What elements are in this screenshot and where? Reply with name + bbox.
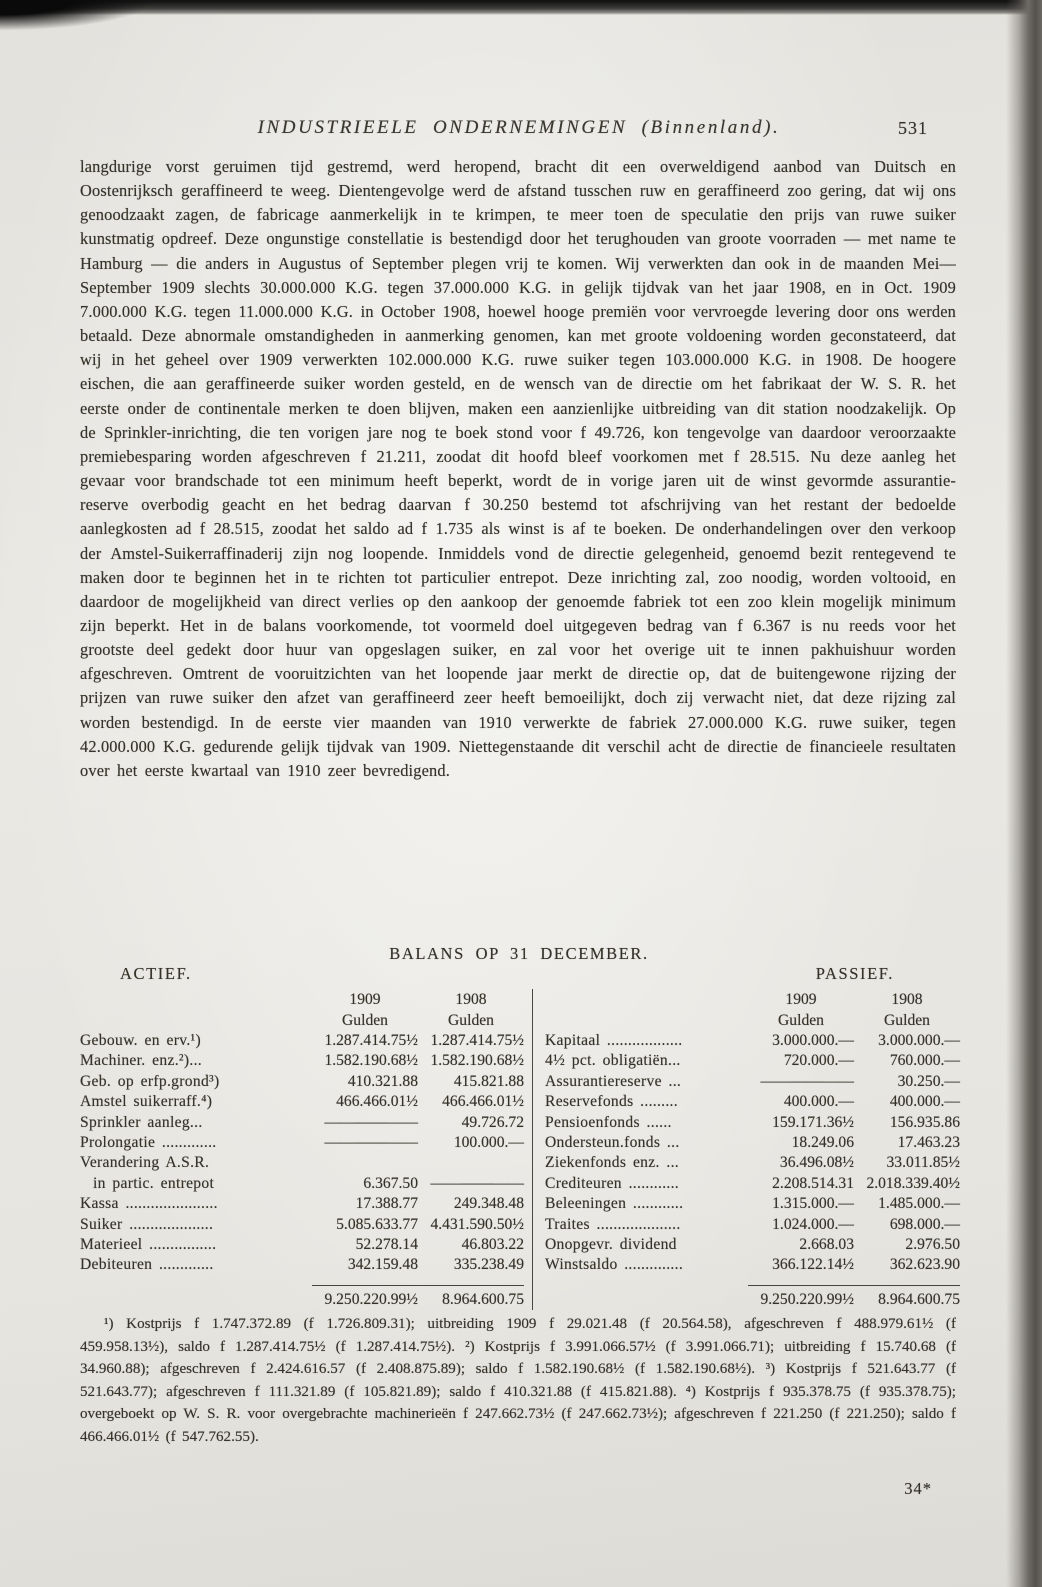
total-1908: 8.964.600.75 <box>442 1290 524 1308</box>
body-paragraph: langdurige vorst geruimen tijd gestremd, werd heropend, bracht dit een overweldigend aanbod van Duitsch en Oostenrijksch geraffineerd te weeg. Dientengevolge werd de afstand tusschen ruw en geraffineerd zoo gering, dat wij ons genoodzaakt zagen, de fabricage aanmerkelijk in te krimpen, te meer toen de speculatie den prijs van ruwe suiker kunstmatig opdreef. Deze ongunstige constellatie is bestendigd door het terughouden van groote voorraden — met name te Hamburg — die anders in Augustus of September plegen vrij te komen. Wij verwerkten dan ook in de maanden Mei—September 1909 slechts 30.000.000 K.G. tegen 37.000.000 K.G. in gelijk tijdvak van het jaar 1908, en in Oct. 1909 7.000.000 K.G. tegen 11.000.000 K.G. in October 1908, hoewel hooge premiën voor vervroegde levering door ons werden betaald. Deze abnormale omstandigheden in aanmerking genomen, kan met groote voldoening worden geconstateerd, dat wij in het geheel over 1909 verwerkten 102.000.000 K.G. ruwe suiker tegen 103.000.000 K.G. in 1908. De hoogere eischen, die aan geraffineerde suiker worden gesteld, en de wensch van de directie om het fabrikaat der W. S. R. het eerste onder de continentale merken te doen blijven, maken een aanzienlijke uitbreiding van dit station noodzakelijk. Op de Sprinkler-inrichting, die ten vorigen jare nog te boek stond voor f 49.726, kon tengevolge van daardoor veroorzaakte premiebesparing worden afgeschreven f 21.211, zoodat dit hoofd bleef voorkomen met f 28.515. Nu deze aanleg het gevaar voor brandschade tot een minimum heeft beperkt, wordt de in vorige jaren uit de winst gevormde assurantie-reserve overbodig geacht en het bedrag daarvan f 30.250 bestemd tot afschrijving van het restant der bedoelde aanlegkosten ad f 28.515, zoodat het saldo ad f 1.735 als winst is af te boeken. De onderhandelingen over den verkoop der Amstel-Suikerraffinaderij zijn nog loopende. Inmiddels vond de directie gelegenheid, genoemd bezit rentegevend te maken door te beginnen het in te richten tot particulier entrepot. Deze inrichting zal, zoo noodig, worden voltooid, en daardoor de mogelijkheid van direct verlies op den aankoop der genoemde fabriek tot een zoo klein mogelijk minimum zijn beperkt. Het in de balans voorkomende, tot voormeld doel uitgegeven bedrag van f 6.367 is nu reeds voor het grootste deel gedekt door huur van opgeslagen suiker, en zal voor het overige uit te innen pakhuishuur worden afgeschreven. Omtrent de vooruitzichten van het loopende jaar merkt de directie op, dat de buitengewone rijzing der prijzen van ruwe suiker den afzet van geraffineerd zeer heeft bemoeilijkt, doch zij verwacht niet, dat deze rijzing zal worden bestendigd. In de eerste vier maanden van 1910 verwerkte de fabriek 27.000.000 K.G. ruwe suiker, tegen 42.000.000 K.G. gedurende gelijk tijdvak van 1909. Niettegenstaande dit verschil acht de directie de financieele resultaten over het eerste kwartaal van 1910 zeer bevredigend. <box>80 157 956 780</box>
amount-1908: 2.976.50 <box>905 1236 960 1254</box>
amount-1908: —————— <box>430 1174 524 1192</box>
amount-1909 <box>312 1153 418 1173</box>
amount-1908: 3.000.000.— <box>878 1032 960 1049</box>
table-row <box>80 1031 524 1051</box>
total-1909: 9.250.220.99½ <box>760 1290 854 1308</box>
column-unit-gulden: Gulden <box>884 1012 930 1029</box>
amount-1909: 159.171.36½ <box>772 1113 854 1131</box>
row-label: Geb. op erfp.grond³) <box>80 1072 220 1090</box>
amount-1909: 1.024.000.— <box>772 1215 854 1233</box>
table-row <box>545 1113 960 1133</box>
table-row <box>545 1133 960 1153</box>
column-year-1909: 1909 <box>785 991 817 1008</box>
row-label: Gebouw. en erv.¹) <box>80 1032 201 1049</box>
amount-1909: 18.249.06 <box>791 1134 854 1152</box>
amount-1909: 342.159.48 <box>347 1256 418 1274</box>
table-row <box>80 1092 524 1112</box>
amount-1909: 36.496.08½ <box>779 1154 854 1172</box>
amount-1909: 2.208.514.31 <box>772 1174 854 1192</box>
row-label: Machiner. enz.²)... <box>80 1052 202 1070</box>
amount-1908: 760.000.— <box>889 1052 960 1070</box>
amount-1908 <box>418 1153 524 1173</box>
amount-1908: 249.348.48 <box>453 1195 524 1213</box>
table-row <box>80 1255 524 1275</box>
row-label: Pensioenfonds ...... <box>545 1113 672 1131</box>
row-label: Verandering A.S.R. <box>80 1154 210 1172</box>
column-unit-gulden: Gulden <box>778 1012 824 1029</box>
row-label: Sprinkler aanleg... <box>80 1113 203 1131</box>
total-1909: 9.250.220.99½ <box>324 1290 418 1308</box>
amount-1909: 366.122.14½ <box>772 1256 854 1274</box>
row-label: Ondersteun.fonds ... <box>545 1134 680 1152</box>
column-unit-gulden: Gulden <box>448 1012 494 1029</box>
row-label: in partic. entrepot <box>93 1174 215 1192</box>
amount-1908: 46.803.22 <box>461 1236 524 1254</box>
amount-1908: 466.466.01½ <box>442 1093 524 1111</box>
amount-1909: 5.085.633.77 <box>336 1215 418 1233</box>
totals-rule <box>748 1285 960 1310</box>
amount-1908: 400.000.— <box>889 1093 960 1111</box>
amount-1908: 335.238.49 <box>453 1256 524 1274</box>
table-row <box>545 1194 960 1214</box>
table-row <box>545 1051 960 1071</box>
scan-top-edge-shadow <box>0 0 1042 15</box>
row-label: Reservefonds ......... <box>545 1093 678 1111</box>
table-row <box>80 1235 524 1255</box>
table-row <box>545 1031 960 1051</box>
printer-signature-mark: 34* <box>904 1479 932 1498</box>
scan-gutter-shadow <box>1006 0 1042 1587</box>
row-label: Traites .................... <box>545 1215 681 1233</box>
passief-heading: PASSIEF. <box>815 964 894 983</box>
row-label: Materieel ................ <box>80 1236 217 1254</box>
row-label: Suiker .................... <box>80 1215 214 1233</box>
row-label: Crediteuren ............ <box>545 1174 679 1192</box>
column-year-1908: 1908 <box>455 991 487 1008</box>
total-1908: 8.964.600.75 <box>878 1290 960 1308</box>
amount-1908: 415.821.88 <box>453 1072 524 1090</box>
table-row <box>80 1174 524 1194</box>
amount-1909: 17.388.77 <box>355 1195 418 1213</box>
row-label: 4½ pct. obligatiën... <box>545 1052 681 1070</box>
table-row <box>80 1215 524 1235</box>
amount-1909: 1.315.000.— <box>772 1195 854 1213</box>
table-row <box>545 1255 960 1275</box>
column-unit-row <box>545 1010 960 1031</box>
table-row <box>545 1174 960 1194</box>
table-row <box>80 1133 524 1153</box>
row-label: Beleeningen ............ <box>545 1195 684 1213</box>
totals-row-actief <box>80 1285 524 1310</box>
row-label: Kapitaal .................. <box>545 1032 683 1049</box>
balance-heading-row <box>80 944 958 983</box>
page-header <box>80 117 958 139</box>
amount-1909: 3.000.000.— <box>772 1032 854 1049</box>
table-row <box>545 1092 960 1112</box>
amount-1908: 2.018.339.40½ <box>866 1174 960 1192</box>
page-number: 531 <box>898 118 928 138</box>
footnotes: ¹) Kostprijs f 1.747.372.89 (f 1.726.809.31); uitbreiding 1909 f 29.021.48 (f 20.564.58), afgeschreven f 488.979.61½ (f 459.958.13½), saldo f 1.287.414.75½ (f 1.287.414.75½). ²) Kostprijs f 3.991.066.57½ (f 3.991.066.71); uitbreiding f 15.740.68 (f 34.960.88); afgeschreven f 2.424.616.57 (f 2.408.875.89); saldo f 1.582.190.68½ (f 1.582.190.68½). ³) Kostprijs f 521.643.77 (f 521.643.77); afgeschreven f 111.321.89 (f 105.821.89); saldo f 410.321.88 (f 415.821.88). ⁴) Kostprijs f 935.378.75 (f 935.378.75); overgeboekt op W. S. R. voor overgebrachte machinerieën f 247.662.73½ (f 247.662.73½); afgeschreven f 221.250 (f 221.250); saldo f 466.466.01½ (f 547.762.55). <box>80 1316 956 1445</box>
totals-row-passief <box>545 1285 960 1310</box>
table-row <box>80 1072 524 1092</box>
amount-1908: 49.726.72 <box>461 1113 524 1131</box>
amount-1908: 100.000.— <box>453 1134 524 1152</box>
scan-top-left-corner-shadow <box>0 0 150 30</box>
amount-1908: 1.287.414.75½ <box>430 1032 524 1049</box>
amount-1909: 52.278.14 <box>355 1236 418 1254</box>
table-row <box>545 1153 960 1173</box>
table-row <box>545 1215 960 1235</box>
amount-1909: —————— <box>324 1134 418 1152</box>
balance-table-actief <box>80 989 532 1310</box>
actief-heading: ACTIEF. <box>120 964 192 983</box>
row-label: Winstsaldo .............. <box>545 1256 684 1274</box>
table-row <box>80 1194 524 1214</box>
amount-1908: 698.000.— <box>889 1215 960 1233</box>
row-label: Ziekenfonds enz. ... <box>545 1154 679 1172</box>
column-year-row <box>545 989 960 1010</box>
amount-1909: 6.367.50 <box>363 1174 418 1192</box>
table-row <box>545 1235 960 1255</box>
running-head-title: INDUSTRIEELE ONDERNEMINGEN (Binnenland). <box>257 117 781 138</box>
amount-1909: 1.287.414.75½ <box>324 1032 418 1049</box>
row-label: Onopgevr. dividend <box>545 1236 677 1254</box>
amount-1909: 400.000.— <box>783 1093 854 1111</box>
amount-1909: 720.000.— <box>783 1052 854 1070</box>
amount-1908: 17.463.23 <box>897 1134 960 1152</box>
amount-1909: —————— <box>760 1072 854 1090</box>
table-row <box>80 1153 524 1173</box>
column-year-1908: 1908 <box>891 991 923 1008</box>
column-year-row <box>80 989 524 1010</box>
balance-table <box>80 989 960 1310</box>
amount-1908: 30.250.— <box>897 1072 960 1090</box>
table-row <box>545 1072 960 1092</box>
amount-1908: 1.582.190.68½ <box>430 1052 524 1070</box>
amount-1909: —————— <box>324 1113 418 1131</box>
row-label: Assurantiereserve ... <box>545 1072 682 1090</box>
column-year-1909: 1909 <box>349 991 381 1008</box>
balance-table-passief <box>532 989 960 1310</box>
amount-1909: 410.321.88 <box>347 1072 418 1090</box>
table-row <box>80 1051 524 1071</box>
table-row <box>80 1113 524 1133</box>
amount-1909: 466.466.01½ <box>336 1093 418 1111</box>
amount-1908: 156.935.86 <box>889 1113 960 1131</box>
totals-rule <box>312 1285 524 1310</box>
row-label: Prolongatie ............. <box>80 1134 217 1152</box>
row-label: Debiteuren ............. <box>80 1256 214 1274</box>
column-unit-gulden: Gulden <box>342 1012 388 1029</box>
balance-title: BALANS OP 31 DECEMBER. <box>389 944 649 963</box>
amount-1909: 1.582.190.68½ <box>324 1052 418 1070</box>
row-label: Amstel suikerraff.⁴) <box>80 1093 213 1111</box>
column-unit-row <box>80 1010 524 1031</box>
amount-1908: 4.431.590.50½ <box>430 1215 524 1233</box>
amount-1908: 1.485.000.— <box>878 1195 960 1213</box>
row-label: Kassa ...................... <box>80 1195 218 1213</box>
amount-1908: 362.623.90 <box>889 1256 960 1274</box>
amount-1909: 2.668.03 <box>799 1236 854 1254</box>
amount-1908: 33.011.85½ <box>886 1154 960 1172</box>
